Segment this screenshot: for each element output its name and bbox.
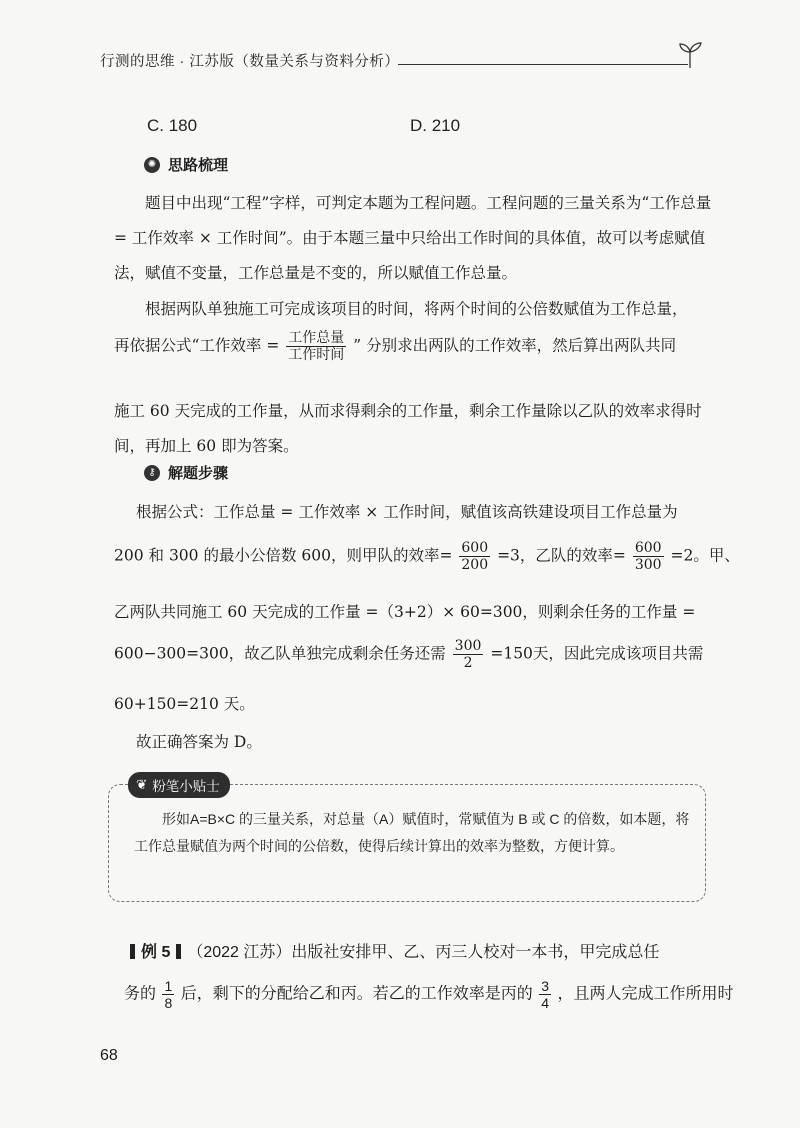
solution-line-5: 60+150=210 天。 [114, 695, 255, 713]
analysis-p2d-text: 施工 60 天完成的工作量，从而求得剩余的工作量，剩余工作量除以乙队的效率求得时间，再加上 60 即为答案。 [114, 402, 702, 455]
efficiency-b-fraction [633, 540, 664, 573]
page-number: 68 [100, 1047, 118, 1064]
fraction-numerator: 3 [541, 978, 549, 994]
efficiency-fraction [286, 330, 346, 363]
remaining-time-fraction [453, 638, 484, 671]
fraction-denominator: 300 [634, 557, 662, 573]
fraction-numerator: 1 [164, 978, 173, 994]
fraction-denominator: 2 [463, 655, 473, 671]
tip-label-text: 粉笔小贴士 [152, 779, 220, 794]
example-fraction-1 [162, 978, 174, 1011]
tip-body: 形如A=B×C 的三量关系，对总量（A）赋值时，常赋值为 B 或 C 的倍数，如本题，将工作总量赋值为两个时间的公倍数，使得后续计算出的效率为整数，方便计算。 [134, 811, 690, 854]
solution-heading-text: 解题步骤 [168, 465, 229, 482]
solution-l2c-text: =2。甲、 [670, 546, 740, 565]
example-line-1 [124, 939, 659, 962]
analysis-paragraph-1 [114, 186, 714, 291]
example-l1-text: （2022 江苏）出版社安排甲、乙、丙三人校对一本书，甲完成总任 [187, 944, 660, 961]
example-label: 例 5 [141, 944, 171, 961]
example-l2a-text: 务的 [124, 985, 157, 1003]
solution-heading [144, 462, 228, 483]
sprout-icon [676, 38, 706, 70]
solution-l4a-text: 600−300=300，故乙队单独完成剩余任务还需 [114, 644, 446, 663]
fraction-numerator: 300 [454, 638, 482, 654]
solution-line-1: 根据公式：工作总量 = 工作效率 × 工作时间，赋值该高铁建设项目工作总量为 [136, 503, 678, 521]
option-c: C. 180 [147, 116, 198, 135]
analysis-p1-text: 题目中出现“工程”字样，可判定本题为工程问题。工程问题的三量关系为“工作总量 = 工作效率 × 工作时间”。由于本题三量中只给出工作时间的具体值，故可以考虑赋值法，赋值不变量，工作总量是不变的，所以赋值工作总量。 [114, 194, 712, 282]
tip-text [134, 806, 690, 860]
analysis-paragraph-2 [114, 292, 714, 327]
analysis-p2c-text: ” 分别求出两队的工作效率，然后算出两队共同 [353, 336, 677, 355]
solution-l2b-text: =3，乙队的效率= [497, 546, 626, 565]
example-line-2 [124, 978, 733, 1011]
key-icon: ⚷ [144, 465, 160, 481]
fraction-denominator: 200 [461, 557, 489, 573]
fraction-numerator: 600 [461, 540, 489, 556]
example-l2b-text: 后，剩下的分配给乙和丙。若乙的工作效率是丙的 [180, 985, 533, 1003]
analysis-paragraph-2-cont [114, 394, 714, 464]
fraction-numerator: 600 [634, 540, 662, 556]
efficiency-a-fraction [459, 540, 490, 573]
analysis-heading [144, 154, 228, 175]
analysis-heading-text: 思路梳理 [168, 157, 229, 174]
example-fraction-2 [539, 978, 551, 1011]
solution-line-2 [114, 540, 740, 573]
option-d: D. 210 [410, 116, 461, 135]
solution-line-4 [114, 638, 703, 671]
analysis-formula-line [114, 330, 676, 363]
analysis-p2b-text: 再依据公式“工作效率 = [114, 336, 280, 355]
solution-line-3: 乙两队共同施工 60 天完成的工作量 =（3+2）× 60=300，则剩余任务的工作量 = [114, 603, 696, 621]
example-marker-right [176, 944, 181, 959]
analysis-p2a-text: 根据两队单独施工可完成该项目的时间，将两个时间的公倍数赋值为工作总量， [145, 300, 688, 318]
fraction-numerator: 工作总量 [288, 330, 345, 346]
solution-l2a-text: 200 和 300 的最小公倍数 600，则甲队的效率= [114, 546, 453, 565]
running-header: 行测的思维 · 江苏版（数量关系与资料分析） [100, 54, 400, 70]
solution-answer: 故正确答案为 D。 [136, 733, 262, 751]
example-l2c-text: ，且两人完成工作所用时 [557, 985, 734, 1003]
solution-l4b-text: =150天，因此完成该项目共需 [490, 644, 704, 663]
tip-label [128, 772, 230, 798]
fraction-denominator: 4 [541, 995, 549, 1011]
idea-icon: ✺ [144, 157, 160, 173]
fraction-denominator: 工作时间 [288, 347, 345, 363]
fraction-denominator: 8 [164, 995, 173, 1011]
sprout-icon: ❦ [136, 777, 148, 792]
header-rule [398, 64, 688, 65]
example-marker-left [130, 944, 135, 959]
